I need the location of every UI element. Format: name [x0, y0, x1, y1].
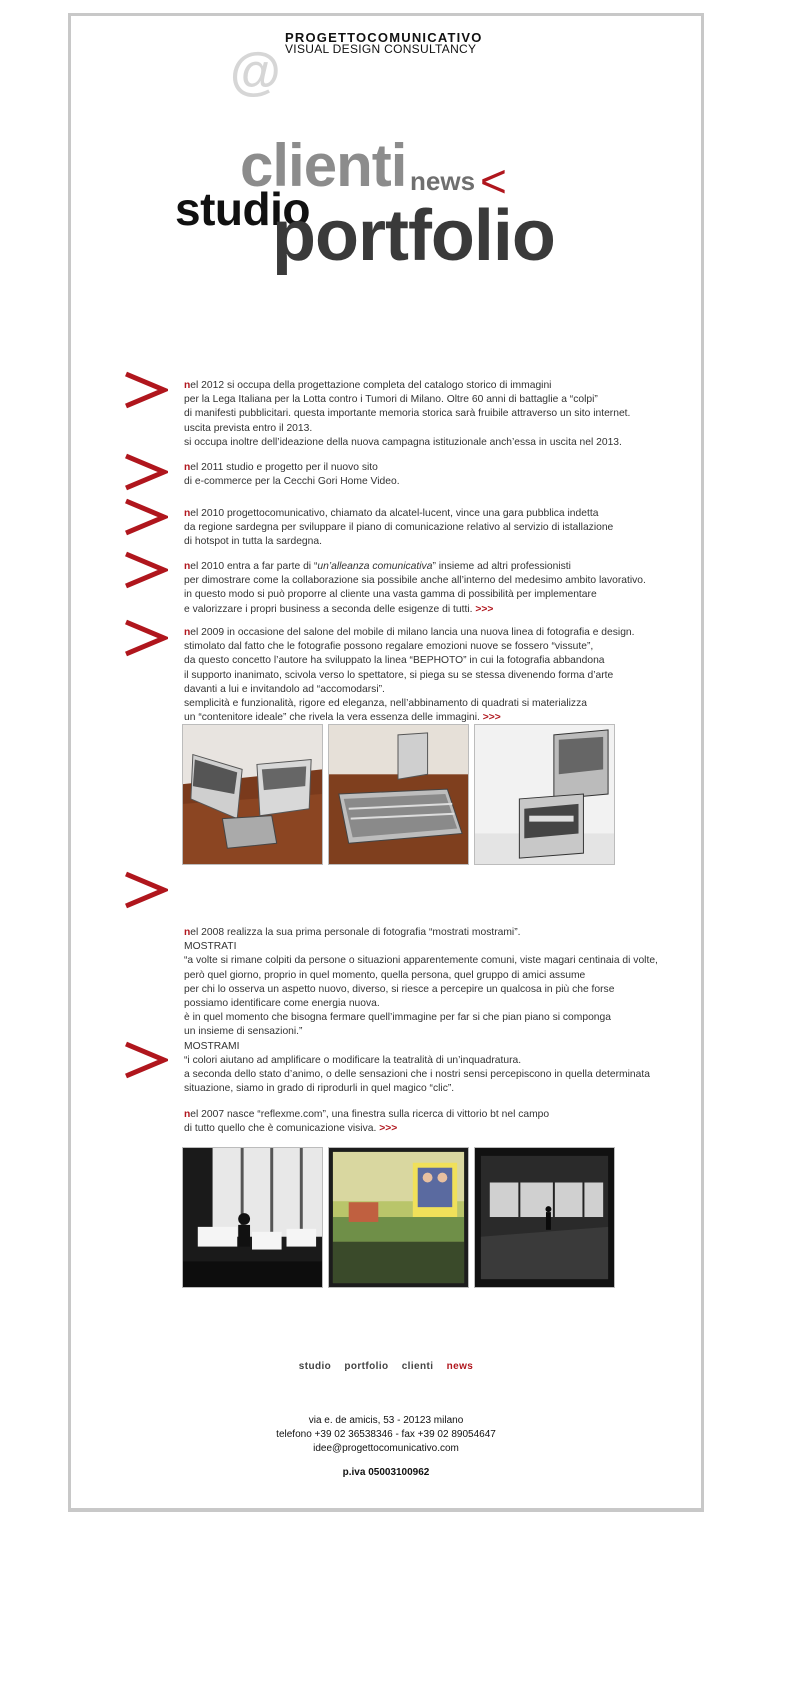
entry-italic-text: un’alleanza comunicativa [317, 561, 433, 572]
footer-email-link[interactable]: idee@progettocomunicativo.com [313, 1443, 459, 1454]
bephoto-gallery [182, 724, 615, 865]
red-chevron-icon [124, 1040, 174, 1080]
entry-text: ” insieme ad altri professionisti per dimostrare come la collaborazione sia possibile anche all’interno del medesimo ambito lavorativo. in questo modo si può proporre al cliente una vasta gamma di possibilità per implementare e valorizzare i propri business a seconda delle esigenze di tutti. [184, 561, 646, 615]
red-chevron-icon [124, 370, 174, 410]
news-active-caret-icon: < [480, 155, 507, 207]
news-entry-2007 [184, 1108, 704, 1136]
reflexme-photo-3[interactable] [474, 1147, 615, 1288]
entry-text: el 2010 progettocomunicativo, chiamato da alcatel-lucent, vince una gara pubblica indetta da regione sardegna per sviluppare il piano di comunicazione relativo al servizio di istallazione di hotspot in tutta la sardegna. [184, 508, 614, 548]
news-entry-2008 [184, 926, 704, 1096]
red-chevron-icon [124, 618, 174, 658]
news-entry-2010-alcatel [184, 507, 704, 550]
red-chevron-icon [124, 550, 174, 590]
at-icon: @ [230, 43, 281, 101]
entry-initial: n [184, 380, 191, 391]
entry-text: el 2011 studio e progetto per il nuovo sito di e-commerce per la Cecchi Gori Home Video. [184, 462, 400, 488]
footer-contact [0, 1414, 772, 1480]
footer-nav [0, 1361, 772, 1372]
entry-initial: n [184, 627, 191, 638]
footer-address: via e. de amicis, 53 - 20123 milano [308, 1415, 464, 1426]
entry-initial: n [184, 1109, 191, 1120]
entry-text: el 2010 entra a far parte di “ [190, 561, 318, 572]
footer-nav-clienti[interactable]: clienti [401, 1361, 434, 1372]
nav-studio-link[interactable]: studio [175, 183, 310, 235]
nav-portfolio-link[interactable]: portfolio [272, 196, 555, 276]
footer-phone: telefono +39 02 36538346 - fax +39 02 89054647 [276, 1429, 496, 1440]
entry-initial: n [184, 561, 191, 572]
entry-initial: n [184, 508, 191, 519]
reflexme-photo-1[interactable] [182, 1147, 323, 1288]
entry-initial: n [184, 462, 191, 473]
news-entry-2011 [184, 461, 704, 489]
news-entry-2009 [184, 626, 704, 725]
nav-news-link[interactable]: news [410, 166, 476, 196]
reflexme-photo-2[interactable] [328, 1147, 469, 1288]
footer-nav-studio[interactable]: studio [298, 1361, 332, 1372]
bephoto-photo-1[interactable] [182, 724, 323, 865]
footer-nav-portfolio[interactable]: portfolio [344, 1361, 389, 1372]
entry-initial: n [184, 927, 191, 938]
entry-text: el 2007 nasce “reflexme.com”, una finestra sulla ricerca di vittorio bt nel campo di tutto quello che è comunicazione visiva. [184, 1109, 550, 1135]
red-chevron-icon [124, 870, 174, 910]
red-chevron-icon [124, 452, 174, 492]
read-more-link[interactable]: >>> [475, 603, 494, 615]
entry-text: el 2012 si occupa della progettazione completa del catalogo storico di immagini per la Lega Italiana per la Lotta contro i Tumori di Milano. Oltre 60 anni di battaglie a “colpi” di manifesti pubblicitari. questa importante memoria storica sarà fruibile attraverso un sito internet. uscita prevista entro il 2013. si occupa inoltre dell’ideazione della nuova campagna istituzionale anch’essa in uscita nel 2013. [184, 380, 631, 448]
red-chevron-icon [124, 497, 174, 537]
news-entry-2012 [184, 379, 704, 450]
footer-nav-news[interactable]: news [446, 1361, 474, 1372]
bephoto-photo-3[interactable] [474, 724, 615, 865]
brand-name: PROGETTOCOMUNICATIVO [285, 30, 483, 45]
bephoto-photo-2[interactable] [328, 724, 469, 865]
read-more-link[interactable]: >>> [379, 1123, 398, 1135]
entry-text: el 2009 in occasione del salone del mobile di milano lancia una nuova linea di fotografia e design. stimolato dal fatto che le fotografie possono regalare emozioni nuove se fossero “vissute”, da questo concetto l’autore ha sviluppato la linea “BEPHOTO” in cui la fotografia abbandona il supporto inanimato, scivola verso lo spettatore, si piega su se stessa divenendo forma d’arte davanti a lui e invitandolo ad “accomodarsi”. semplicità e funzionalità, rigore ed eleganza, nell’abbinamento di quadrati si materializza un “contenitore ideale” che rivela la vera essenza delle immagini. [184, 627, 635, 724]
entry-text: el 2008 realizza la sua prima personale di fotografia “mostrati mostrami”. MOSTRATI “a volte si rimane colpiti da persone o situazioni apparentemente comuni, viste magari centinaia di volte, però quel giorno, proprio in quel momento, quella persona, quel gruppo di amici assume per chi lo osserva un aspetto nuovo, diverso, si riesce a percepire un qualcosa in più che forse possiamo identificare come energia nuova. è in quel momento che bisogna fermare quell’immagine per far si che pian piano si componga un insieme di sensazioni.” MOSTRAMI “i colori aiutano ad amplificare o modificare la teatralità di un’inquadratura. a seconda dello stato d’animo, o delle sensazioni che i nostri sensi percepiscono in quella determinata situazione, siamo in grado di riprodurli in quel magico “clic”. [184, 927, 658, 1095]
read-more-link[interactable]: >>> [482, 712, 501, 724]
brand-tagline: VISUAL DESIGN CONSULTANCY [285, 42, 477, 56]
nav-clienti-link[interactable]: clienti [240, 132, 407, 199]
reflexme-gallery [182, 1147, 615, 1288]
news-entry-2010-alleanza [184, 560, 704, 617]
footer-vat: p.iva 05003100962 [342, 1467, 430, 1478]
